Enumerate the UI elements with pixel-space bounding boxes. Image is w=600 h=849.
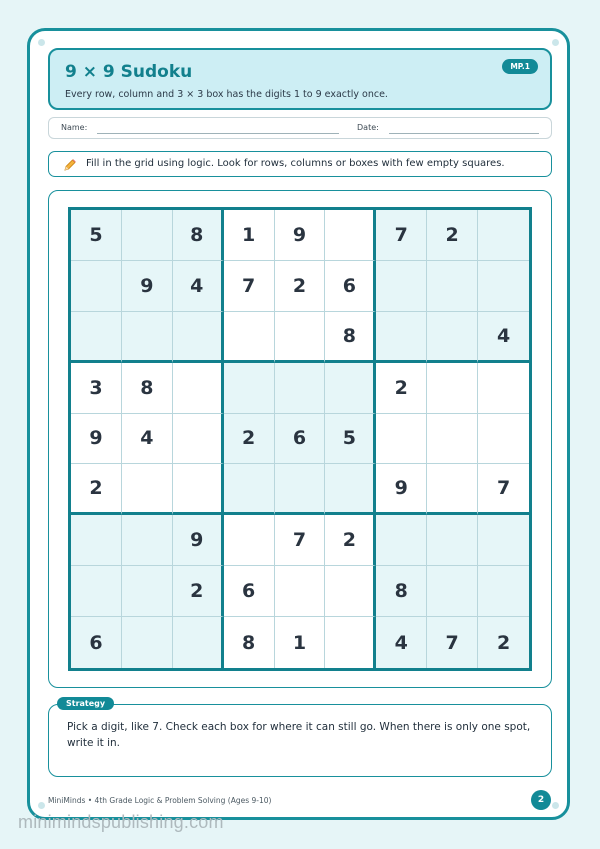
given-cell: 6 bbox=[325, 261, 376, 312]
empty-cell[interactable] bbox=[224, 515, 275, 566]
title-banner bbox=[48, 48, 552, 110]
instruction-box bbox=[48, 151, 552, 177]
empty-cell[interactable] bbox=[325, 363, 376, 414]
given-cell: 6 bbox=[224, 566, 275, 617]
name-date-bar bbox=[48, 117, 552, 139]
given-cell: 8 bbox=[376, 566, 427, 617]
empty-cell[interactable] bbox=[427, 312, 478, 363]
given-cell: 9 bbox=[71, 414, 122, 465]
given-cell: 9 bbox=[376, 464, 427, 515]
given-cell: 8 bbox=[325, 312, 376, 363]
given-cell: 7 bbox=[224, 261, 275, 312]
given-cell: 4 bbox=[376, 617, 427, 668]
empty-cell[interactable] bbox=[478, 515, 529, 566]
empty-cell[interactable] bbox=[71, 566, 122, 617]
date-field[interactable] bbox=[389, 133, 539, 134]
empty-cell[interactable] bbox=[71, 312, 122, 363]
given-cell: 2 bbox=[427, 210, 478, 261]
watermark: minimindspublishing.com bbox=[18, 812, 224, 832]
empty-cell[interactable] bbox=[173, 363, 224, 414]
empty-cell[interactable] bbox=[325, 617, 376, 668]
given-cell: 4 bbox=[122, 414, 173, 465]
standard-badge: MP.1 bbox=[502, 59, 538, 74]
empty-cell[interactable] bbox=[376, 312, 427, 363]
given-cell: 5 bbox=[71, 210, 122, 261]
empty-cell[interactable] bbox=[376, 515, 427, 566]
strategy-tag: Strategy bbox=[57, 697, 114, 710]
strategy-text: Pick a digit, like 7. Check each box for where it can still go. When there is only one spot, write it in. bbox=[67, 721, 531, 749]
given-cell: 2 bbox=[71, 464, 122, 515]
empty-cell[interactable] bbox=[376, 414, 427, 465]
name-label: Name: bbox=[61, 123, 88, 132]
empty-cell[interactable] bbox=[478, 566, 529, 617]
name-field[interactable] bbox=[97, 133, 339, 134]
corner-dot bbox=[38, 802, 45, 809]
empty-cell[interactable] bbox=[275, 312, 326, 363]
empty-cell[interactable] bbox=[478, 363, 529, 414]
given-cell: 2 bbox=[325, 515, 376, 566]
given-cell: 2 bbox=[376, 363, 427, 414]
corner-dot bbox=[552, 802, 559, 809]
empty-cell[interactable] bbox=[122, 210, 173, 261]
given-cell: 2 bbox=[224, 414, 275, 465]
footer-text: MiniMinds • 4th Grade Logic & Problem Solving (Ages 9-10) bbox=[48, 796, 272, 805]
empty-cell[interactable] bbox=[376, 261, 427, 312]
empty-cell[interactable] bbox=[122, 566, 173, 617]
empty-cell[interactable] bbox=[427, 414, 478, 465]
given-cell: 9 bbox=[173, 515, 224, 566]
given-cell: 9 bbox=[122, 261, 173, 312]
given-cell: 7 bbox=[478, 464, 529, 515]
empty-cell[interactable] bbox=[122, 464, 173, 515]
empty-cell[interactable] bbox=[122, 617, 173, 668]
empty-cell[interactable] bbox=[71, 261, 122, 312]
corner-dot bbox=[38, 39, 45, 46]
given-cell: 6 bbox=[275, 414, 326, 465]
empty-cell[interactable] bbox=[275, 363, 326, 414]
given-cell: 9 bbox=[275, 210, 326, 261]
given-cell: 7 bbox=[376, 210, 427, 261]
empty-cell[interactable] bbox=[224, 363, 275, 414]
empty-cell[interactable] bbox=[427, 261, 478, 312]
empty-cell[interactable] bbox=[275, 566, 326, 617]
empty-cell[interactable] bbox=[427, 566, 478, 617]
empty-cell[interactable] bbox=[173, 312, 224, 363]
empty-cell[interactable] bbox=[224, 464, 275, 515]
given-cell: 7 bbox=[427, 617, 478, 668]
empty-cell[interactable] bbox=[173, 464, 224, 515]
given-cell: 2 bbox=[173, 566, 224, 617]
given-cell: 3 bbox=[71, 363, 122, 414]
page-title: 9 × 9 Sudoku bbox=[65, 62, 193, 82]
empty-cell[interactable] bbox=[275, 464, 326, 515]
given-cell: 4 bbox=[173, 261, 224, 312]
given-cell: 8 bbox=[224, 617, 275, 668]
empty-cell[interactable] bbox=[325, 566, 376, 617]
empty-cell[interactable] bbox=[122, 515, 173, 566]
given-cell: 1 bbox=[275, 617, 326, 668]
empty-cell[interactable] bbox=[71, 515, 122, 566]
empty-cell[interactable] bbox=[325, 464, 376, 515]
corner-dot bbox=[552, 39, 559, 46]
empty-cell[interactable] bbox=[173, 414, 224, 465]
empty-cell[interactable] bbox=[325, 210, 376, 261]
empty-cell[interactable] bbox=[224, 312, 275, 363]
empty-cell[interactable] bbox=[478, 210, 529, 261]
given-cell: 1 bbox=[224, 210, 275, 261]
given-cell: 6 bbox=[71, 617, 122, 668]
given-cell: 2 bbox=[478, 617, 529, 668]
empty-cell[interactable] bbox=[427, 515, 478, 566]
page-number: 2 bbox=[531, 790, 551, 810]
empty-cell[interactable] bbox=[478, 261, 529, 312]
given-cell: 8 bbox=[122, 363, 173, 414]
given-cell: 8 bbox=[173, 210, 224, 261]
page-subtitle: Every row, column and 3 × 3 box has the digits 1 to 9 exactly once. bbox=[65, 89, 388, 100]
empty-cell[interactable] bbox=[427, 363, 478, 414]
sudoku-grid bbox=[68, 207, 532, 671]
date-label: Date: bbox=[357, 123, 379, 132]
instruction-text: Fill in the grid using logic. Look for rows, columns or boxes with few empty squares. bbox=[86, 158, 505, 169]
pencil-icon bbox=[63, 157, 77, 176]
given-cell: 7 bbox=[275, 515, 326, 566]
given-cell: 4 bbox=[478, 312, 529, 363]
given-cell: 5 bbox=[325, 414, 376, 465]
empty-cell[interactable] bbox=[427, 464, 478, 515]
empty-cell[interactable] bbox=[478, 414, 529, 465]
strategy-box bbox=[48, 699, 552, 777]
empty-cell[interactable] bbox=[122, 312, 173, 363]
empty-cell[interactable] bbox=[173, 617, 224, 668]
given-cell: 2 bbox=[275, 261, 326, 312]
